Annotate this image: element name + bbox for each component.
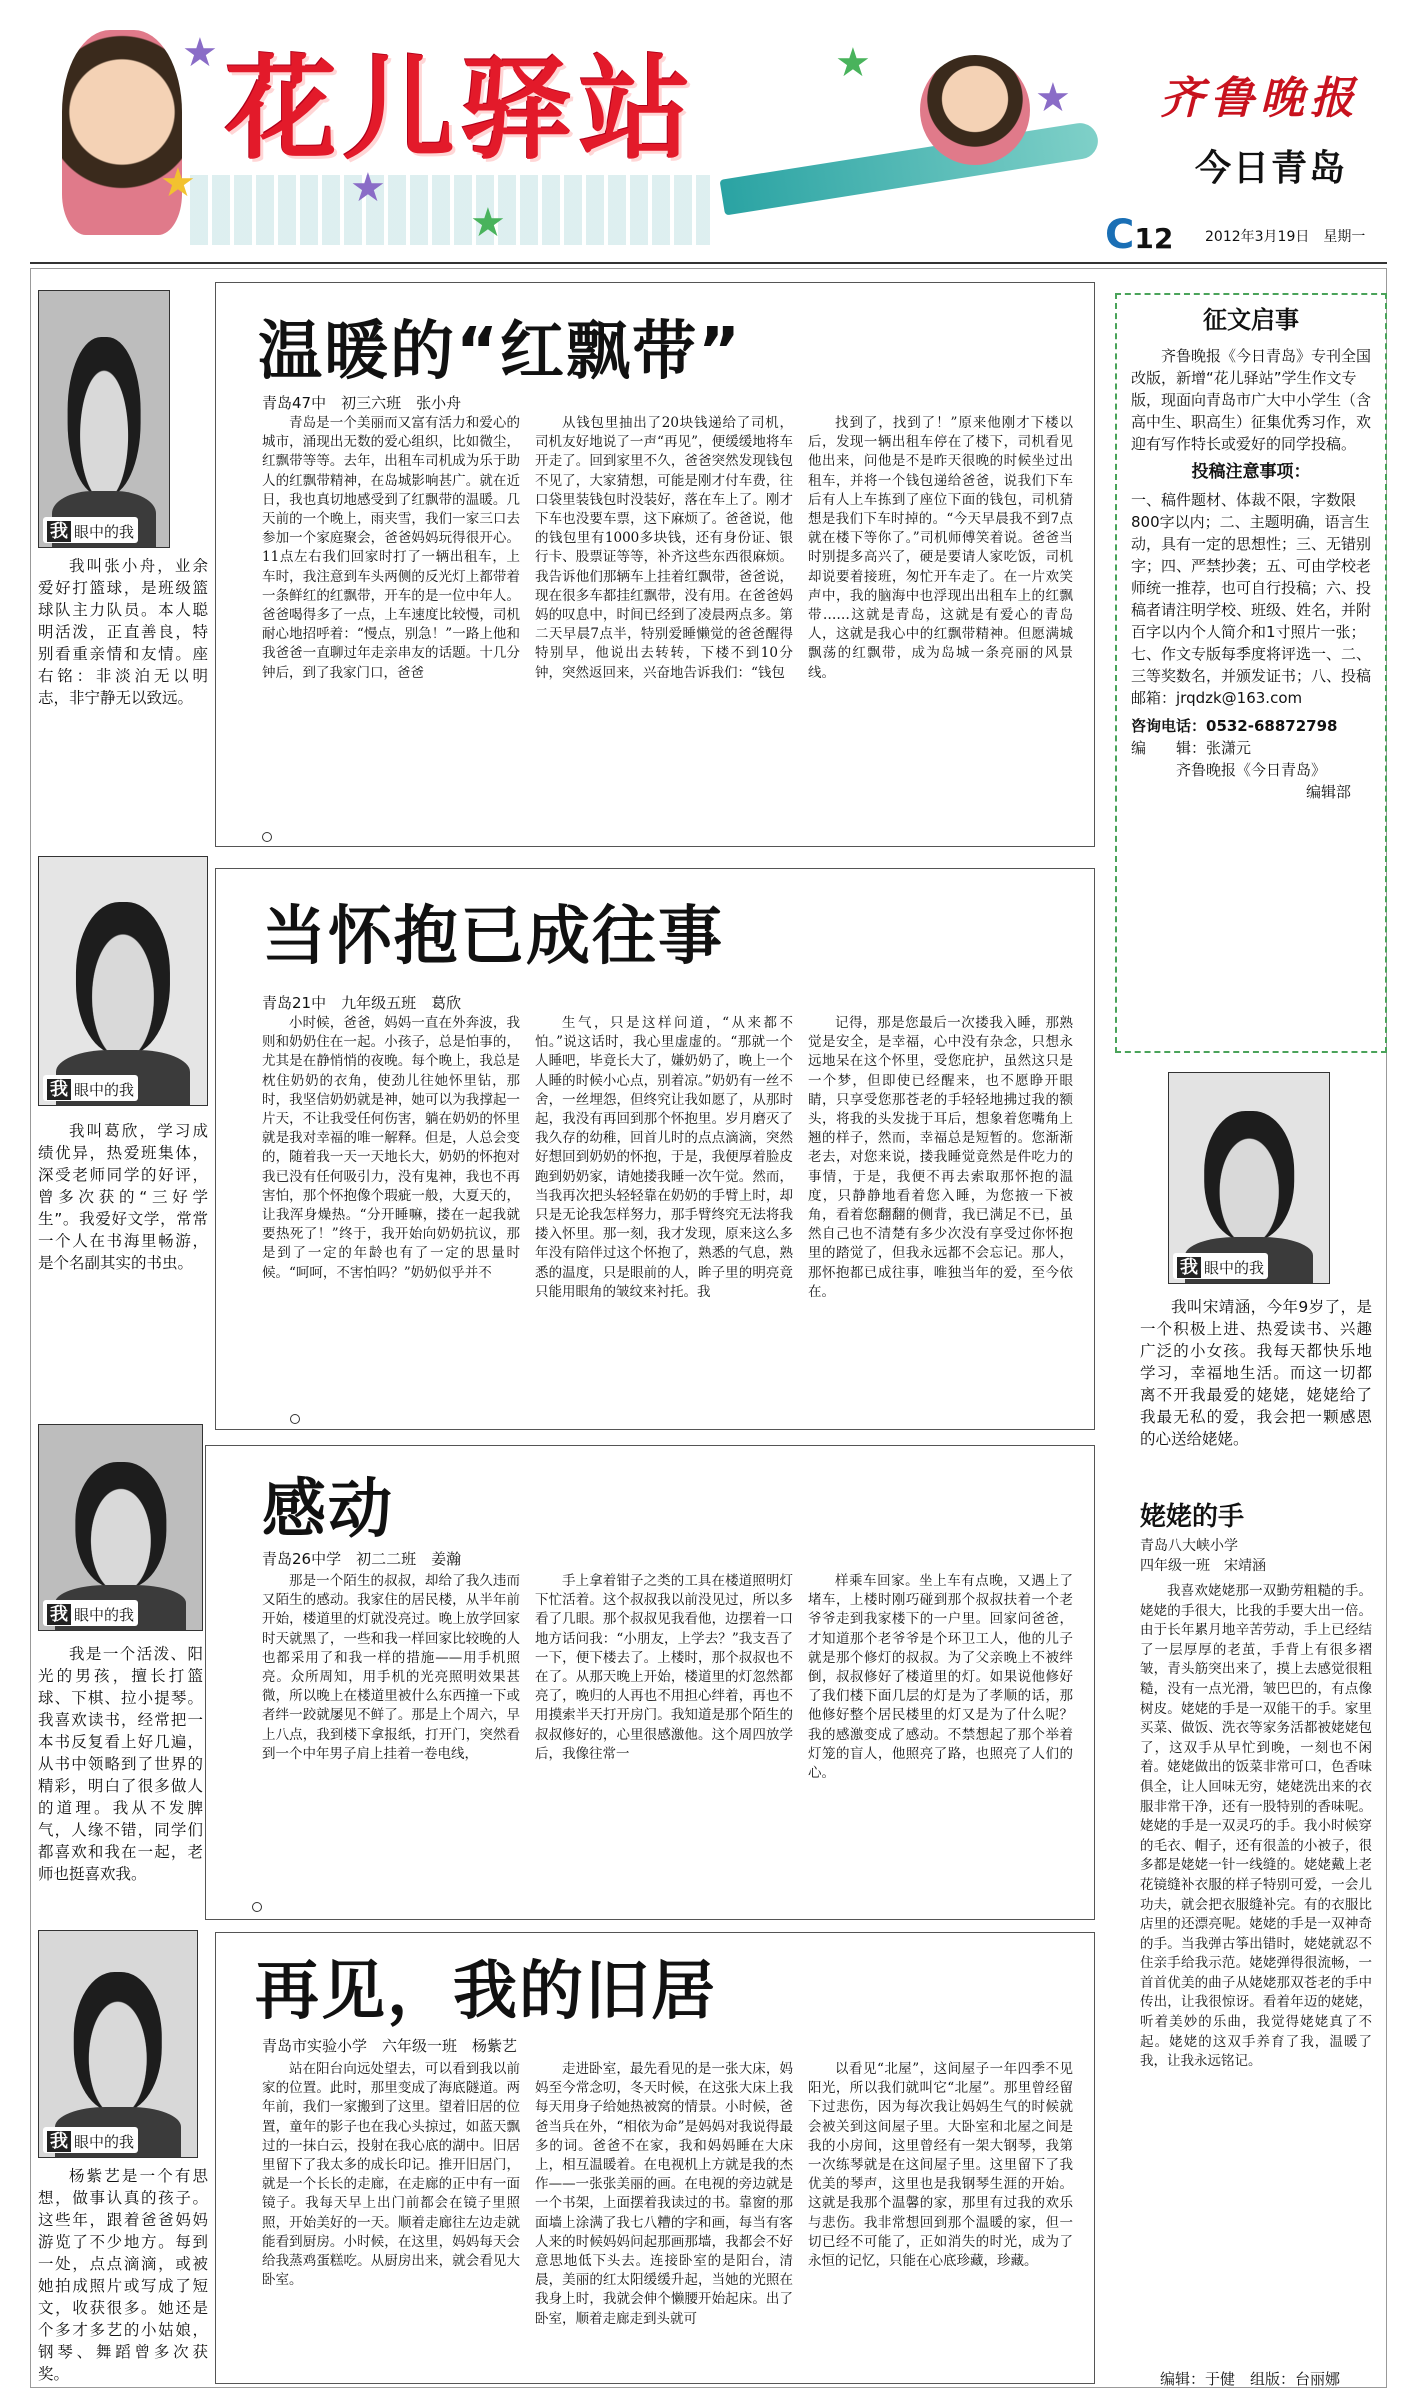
story-headline: 温暖的“红飘带” — [258, 315, 743, 389]
author-photo — [1168, 1072, 1330, 1284]
author-photo — [38, 856, 208, 1106]
story-byline: 青岛21中 九年级五班 葛欣 — [262, 994, 462, 1012]
author-bio: 杨紫艺是一个有思想，做事认真的孩子。这些年，跟着爸爸妈妈游览了不少地方。每到一处，点点滴滴，或被她拍成照片或写成了短文，收获很多。她还是个多才多艺的小姑娘，钢琴、舞蹈曾多次获奖。 — [38, 2167, 208, 2383]
star-icon: ★ — [182, 30, 218, 76]
photo-caption: 我 眼中的我 — [43, 1600, 138, 1626]
star-icon: ★ — [350, 165, 386, 211]
page-number: C12 — [1105, 212, 1174, 258]
story-headline: 感动 — [262, 1473, 394, 1547]
story-column: 以看见“北屋”，这间屋子一年四季不见阳光，所以我们就叫它“北屋”。那里曾经留下过悲伤，因为每次我让妈妈生气的时候就会被关到这间屋子里。大卧室和北屋之间是我的小房间，这里曾经有一架大钢琴，我第一次练琴就是在这间屋子里。这里留下了我优美的琴声，这里也是我钢琴生涯的开始。这就是我那个温馨的家，那里有过我的欢乐与悲伤。我非常想回到那个温暖的家，但一切已经不可能了，正如消失的时光，成为了永恒的记忆，只能在心底珍藏，珍藏。 — [808, 2061, 1073, 2270]
skyline-decoration — [190, 175, 710, 245]
story-byline: 青岛26中学 初二二班 姜瀚 — [262, 1550, 462, 1568]
author-bio: 我是一个活泼、阳光的男孩，擅长打篮球、下棋、拉小提琴。我喜欢读书，经常把一本书反复看上好几遍，从书中领略到了世界的精彩，明白了很多做人的道理。我从不发脾气，人缘不错，同学们都喜欢和我在一起，老师也挺喜欢我。 — [38, 1645, 203, 1883]
story-headline: 当怀抱已成往事 — [262, 900, 724, 974]
story-column: 样乘车回家。坐上车有点晚，又遇上了堵车，上楼时刚巧碰到那个叔叔扶着一个老爷爷走到我家楼下的一户里。回家问爸爸，才知道那个老爷爷是个环卫工人，他的儿子就是那个修灯的叔叔。为了父亲晚上不被绊倒，叔叔修好了楼道里的灯。如果说他修好了我们楼下面几层的灯是为了孝顺的话，那他修好整个居民楼里的灯又是为了什么呢？我的感激变成了感动。不禁想起了那个举着灯笼的盲人，他照亮了路，也照亮了人们的心。 — [808, 1573, 1073, 1782]
notice-phone: 咨询电话：0532-68872798 — [1131, 717, 1338, 735]
story-column: 找到了，找到了！”原来他刚才下楼以后，发现一辆出租车停在了楼下，司机看见他出来，问他是不是昨天很晚的时候坐过出租车，并将一个钱包递给爸爸，说我们下车后有人上车拣到了座位下面的钱包，司机猜想是我们下车时掉的。“今天早晨我不到7点就在楼下等你了。”司机师傅笑着说。爸爸当时别提多高兴了，硬是要请人家吃饭，司机却说要着接班，匆忙开车走了。在一片欢笑声中，我的脑海中也浮现出出租车上的红飘带……这就是青岛，这就是有爱心的青岛人，这就是我心中的红飘带精神。但愿满城飘荡的红飘带，成为岛城一条亮丽的风景线。 — [808, 415, 1073, 681]
story-column: 小时候，爸爸，妈妈一直在外奔波，我则和奶奶住在一起。小孩子，总是怕事的，尤其是在静悄悄的夜晚。每个晚上，我总是枕住奶奶的衣角，使劲儿往她怀里钻，那时，我坚信奶奶就是神，她可以为我撑起一片天，不让我受任何伤害，躺在奶奶的怀里就是我对幸福的唯一解释。但是，人总会变的，随着我一天一天地长大，奶奶的怀抱对我已没有任何吸引力，没有鬼神，我也不再害怕，那个怀抱像个瑕疵一般，大夏天的，让我浑身燥热。“分开睡嘛，搂在一起我就要热死了！”终于，我开始向奶奶抗议，那是到了一定的年龄也有了一定的思量时候。“呵呵，不害怕吗？”奶奶似乎并不 — [262, 1015, 520, 1281]
sidebar-headline: 姥姥的手 — [1140, 1502, 1245, 1532]
author-bio: 我叫葛欣，学习成绩优异，热爱班集体，深受老师同学的好评，曾多次获的“三好学生”。我爱好文学，常常一个人在书海里畅游，是个名副其实的书虫。 — [38, 1122, 208, 1272]
story-column: 走进卧室，最先看见的是一张大床，妈妈至今常念叨，冬天时候，在这张大床上我每天用身子给她热被窝的情景。小时候，爸爸当兵在外，“相依为命”是妈妈对我说得最多的词。爸爸不在家，我和妈妈睡在大床上，相互温暖着。在电视机上方就是我的杰作——一张张美丽的画。在电视的旁边就是一个书架，上面摆着我读过的书。靠窗的那面墙上涂满了我七八糟的字和画，每当有客人来的时候妈妈问起那画那墙，我都会不好意思地低下头去。连接卧室的是阳台，清晨，美丽的红太阳缓缓升起，当她的光照在我身上时，我就会伸个懒腰开始起床。出了卧室，顺着走廊走到头就可 — [535, 2061, 793, 2327]
page-credits: 编辑：于健 组版：台丽娜 — [1160, 2370, 1341, 2388]
author-bio: 我叫宋靖涵，今年9岁了，是一个积极上进、热爱读书、兴趣广泛的小女孩。我每天都快乐地学习，幸福地生活。而这一切都离不开我最爱的姥姥，姥姥给了我最无私的爱，我会把一颗感恩的心送给姥姥。 — [1140, 1298, 1372, 1448]
masthead-rule — [30, 262, 1387, 264]
sidebar-byline: 青岛八大峡小学 四年级一班 宋靖涵 — [1140, 1538, 1266, 1574]
author-photo — [38, 290, 170, 548]
photo-caption: 我 眼中的我 — [1173, 1253, 1268, 1279]
corner-dot — [262, 832, 272, 842]
notice-signature: 齐鲁晚报《今日青岛》 — [1175, 761, 1326, 779]
pencil-decoration — [720, 120, 1101, 215]
star-icon: ★ — [470, 200, 506, 246]
star-icon: ★ — [160, 160, 196, 206]
story-column: 手上拿着钳子之类的工具在楼道照明灯下忙活着。这个叔叔我以前没见过，所以多看了几眼。那个叔叔见我看他，边摆着一口地方话问我：“小朋友，上学去？”我支吾了一下，便下楼去了。上楼时，那个叔叔也不在了。从那天晚上开始，楼道里的灯忽然都亮了，晚归的人再也不用担心绊着，再也不用摸索半天打开房门。我知道是那个陌生的叔叔修好的，心里很感激他。这个周四放学后，我像往常一 — [535, 1573, 793, 1762]
masthead-boy-illustration — [920, 55, 1030, 165]
corner-dot — [290, 1414, 300, 1424]
author-bio: 我叫张小舟，业余爱好打篮球，是班级篮球队主力队员。本人聪明活泼，正直善良，特别看重亲情和友情。座右铭：非淡泊无以明志，非宁静无以致远。 — [38, 557, 208, 707]
story-column: 从钱包里抽出了20块钱递给了司机，司机友好地说了一声“再见”，便缓缓地将车开走了。回到家里不久，爸爸突然发现钱包不见了，大家猜想，可能是刚才付车费，往口袋里装钱包时没装好，落在车上了。刚才下车也没要车票，这下麻烦了。爸爸说，他的钱包里有1000多块钱，还有身份证、银行卡、股票证等等，补齐这些东西很麻烦。我告诉他们那辆车上挂着红飘带，爸爸说，现在很多车都挂红飘带，没有用。在爸爸妈妈的叹息中，时间已经到了凌晨两点多。第二天早晨7点半，特别爱睡懒觉的爸爸醒得特别早，他说出去转转，下楼不到10分钟，突然返回来，兴奋地告诉我们：“钱包 — [535, 415, 793, 681]
story-column: 站在阳台向远处望去，可以看到我以前家的位置。此时，那里变成了海底隧道。两年前，我们一家搬到了这里。望着旧居的位置，童年的影子也在我心头掠过，如蓝天飘过的一抹白云，投射在我心底的湖中。旧居里留下了我太多的成长印记。推开旧居门，就是一个长长的走廊，在走廊的正中有一面镜子。我每天早上出门前都会在镜子里照照，开始美好的一天。顺着走廊往左边走就能看到厨房。小时候，在这里，妈妈每天会给我蒸鸡蛋糕吃。从厨房出来，就会看见大卧室。 — [262, 2061, 520, 2289]
story-column: 青岛是一个美丽而又富有活力和爱心的城市，涌现出无数的爱心组织，比如微尘，红飘带等等。去年，出租车司机成为乐于助人的红飘带精神，在岛城影响甚广。就在近日，我也真切地感受到了红飘带的温暖。几天前的一个晚上，雨夹雪，我们一家三口去参加一个家庭聚会，爸爸妈妈玩得很开心。11点左右我们回家时打了一辆出租车，上车时，我注意到车头两侧的反光灯上都带着一条鲜红的红飘带，开车的是一位中年人。爸爸喝得多了一点，上车速度比较慢，司机耐心地招呼着：“慢点，别急！”一路上他和我爸爸一直聊过年走亲串友的话题。十几分钟后，到了我家门口，爸爸 — [262, 415, 520, 681]
star-icon: ★ — [1035, 75, 1071, 121]
notice-intro: 齐鲁晚报《今日青岛》专刊全国改版，新增“花儿驿站”学生作文专版，现面向青岛市广大中小学生（含高中生、职高生）征集优秀习作，欢迎有写作特长或爱好的同学投稿。 — [1131, 347, 1372, 453]
notice-rules-title: 投稿注意事项： — [1191, 462, 1311, 482]
corner-dot — [252, 1902, 262, 1912]
notice-editor: 编 辑：张潇元 — [1131, 739, 1252, 757]
notice-rules: 一、稿件题材、体裁不限，字数限800字以内；二、主题明确，语言生动，具有一定的思想性；三、无错别字；四、严禁抄袭；五、可由学校老师统一推荐，也可自行投稿；六、投稿者请注明学校、班级、姓名，并附百字以内个人简介和1寸照片一张；七、作文专版每季度将评选一、二、三等奖数名，并颁发证书；八、投稿邮箱：jrqdzk@163.com — [1131, 491, 1372, 707]
story-byline: 青岛市实验小学 六年级一班 杨紫艺 — [262, 2037, 518, 2055]
call-for-submissions — [1115, 293, 1387, 1053]
photo-caption: 我 眼中的我 — [43, 517, 138, 543]
newspaper-name: 齐鲁晚报 — [1160, 73, 1360, 124]
sidebar-body: 我喜欢姥姥那一双勤劳粗糙的手。姥姥的手很大，比我的手要大出一倍。由于长年累月地辛苦劳动，手上已经结了一层厚厚的老茧，手背上有很多褶皱，青头筋突出来了，摸上去感觉很粗糙，没有一点光滑，皱巴巴的，有点像树皮。姥姥的手是一双能干的手。家里买菜、做饭、洗衣等家务活都被姥姥包了，这双手从早忙到晚，一刻也不闲着。姥姥做出的饭菜非常可口，色香味俱全，让人回味无穷，姥姥洗出来的衣服非常干净，还有一股特别的香味呢。姥姥的手是一双灵巧的手。我小时候穿的毛衣、帽子，还有很盖的小被子，很多都是姥姥一针一线缝的。姥姥戴上老花镜缝补衣服的样子特别可爱，一会儿功夫，就会把衣服缝补完。有的衣服比店里的还漂亮呢。姥姥的手是一双神奇的手。当我弹古筝出错时，姥姥就忍不住亲手给我示范。姥姥弹得很流畅，一首首优美的曲子从姥姥那双苍老的手中传出，让我很惊讶。看着年迈的姥姥，听着美妙的乐曲，我觉得姥姥真了不起。姥姥的这双手养育了我，温暖了我，让我永远铭记。 — [1140, 1583, 1372, 2070]
notice-title: 征文启事 — [1203, 306, 1299, 334]
photo-caption: 我 眼中的我 — [43, 1075, 138, 1101]
issue-date: 2012年3月19日 星期一 — [1205, 229, 1366, 245]
story-column: 记得，那是您最后一次搂我入睡，那熟觉是安全，是幸福，心中没有杂念，只想永远地呆在这个怀里，受您庇护，虽然这只是一个梦，但即使已经醒来，也不愿睁开眼睛，只享受您那苍老的手轻轻地拂过我的额头，将我的头发拢于耳后，想象着您嘴角上翘的样子，然而，幸福总是短暂的。您渐渐老去，对您来说，搂我睡觉竟然是件吃力的事情，于是，我便不再去索取那怀抱的温度，只静静地看着您入睡，为您掖一下被角，看着您翻翻的侧背，我已满足不已，虽然自己也不清楚有多少次没有享受过你怀抱里的踏觉了，但我永远都不会忘记。那人，那怀抱都已成往事，唯独当年的爱，至今依在。 — [808, 1015, 1073, 1300]
story-byline: 青岛47中 初三六班 张小舟 — [262, 394, 462, 412]
story-column: 那是一个陌生的叔叔，却给了我久违而又陌生的感动。我家住的居民楼，从半年前开始，楼道里的灯就没亮过。晚上放学回家时天就黑了，一些和我一样回家比较晚的人也都采用了和我一样的措施——用手机照亮。众所周知，用手机的光亮照明效果甚微，所以晚上在楼道里被什么东西撞一下或者绊一跤就屡见不鲜了。那是上个周六，早上八点，我到楼下拿报纸，打开门，突然看到一个中年男子肩上挂着一卷电线， — [262, 1573, 520, 1762]
edition-name: 今日青岛 — [1195, 147, 1348, 189]
star-icon: ★ — [835, 40, 871, 86]
masthead-title: 花儿驿站 — [225, 44, 697, 175]
author-photo — [38, 1424, 203, 1631]
story-column: 生气，只是这样问道，“从来都不怕。”说这话时，我心里虚虚的。“那就一个人睡吧，毕竟长大了，嫌奶奶了，晚上一个人睡的时候小心点，别着凉。”奶奶有一丝不舍，一丝埋怨，但终究让我如愿了，从那时起，我没有再回到那个怀抱里。岁月磨灭了我久存的幼稚，回首儿时的点点滴滴，突然好想回到奶奶的怀抱，于是，我便厚着脸皮跑到奶奶家，请她搂我睡一次午觉。然而，当我再次把头轻轻靠在奶奶的手臂上时，却只是无论我怎样努力，那手臂终究无法将我搂入怀里。那一刻，我才发现，原来这么多年没有陪伴过这个怀抱了，熟悉的气息，熟悉的温度，只是眼前的人，眸子里的明亮竟只能用眼角的皱纹来衬托。我 — [535, 1015, 793, 1300]
author-photo — [38, 1930, 198, 2158]
photo-caption: 我 眼中的我 — [43, 2127, 138, 2153]
story-headline: 再见，我的旧居 — [255, 1955, 717, 2029]
notice-signature-dept: 编辑部 — [1305, 783, 1351, 801]
